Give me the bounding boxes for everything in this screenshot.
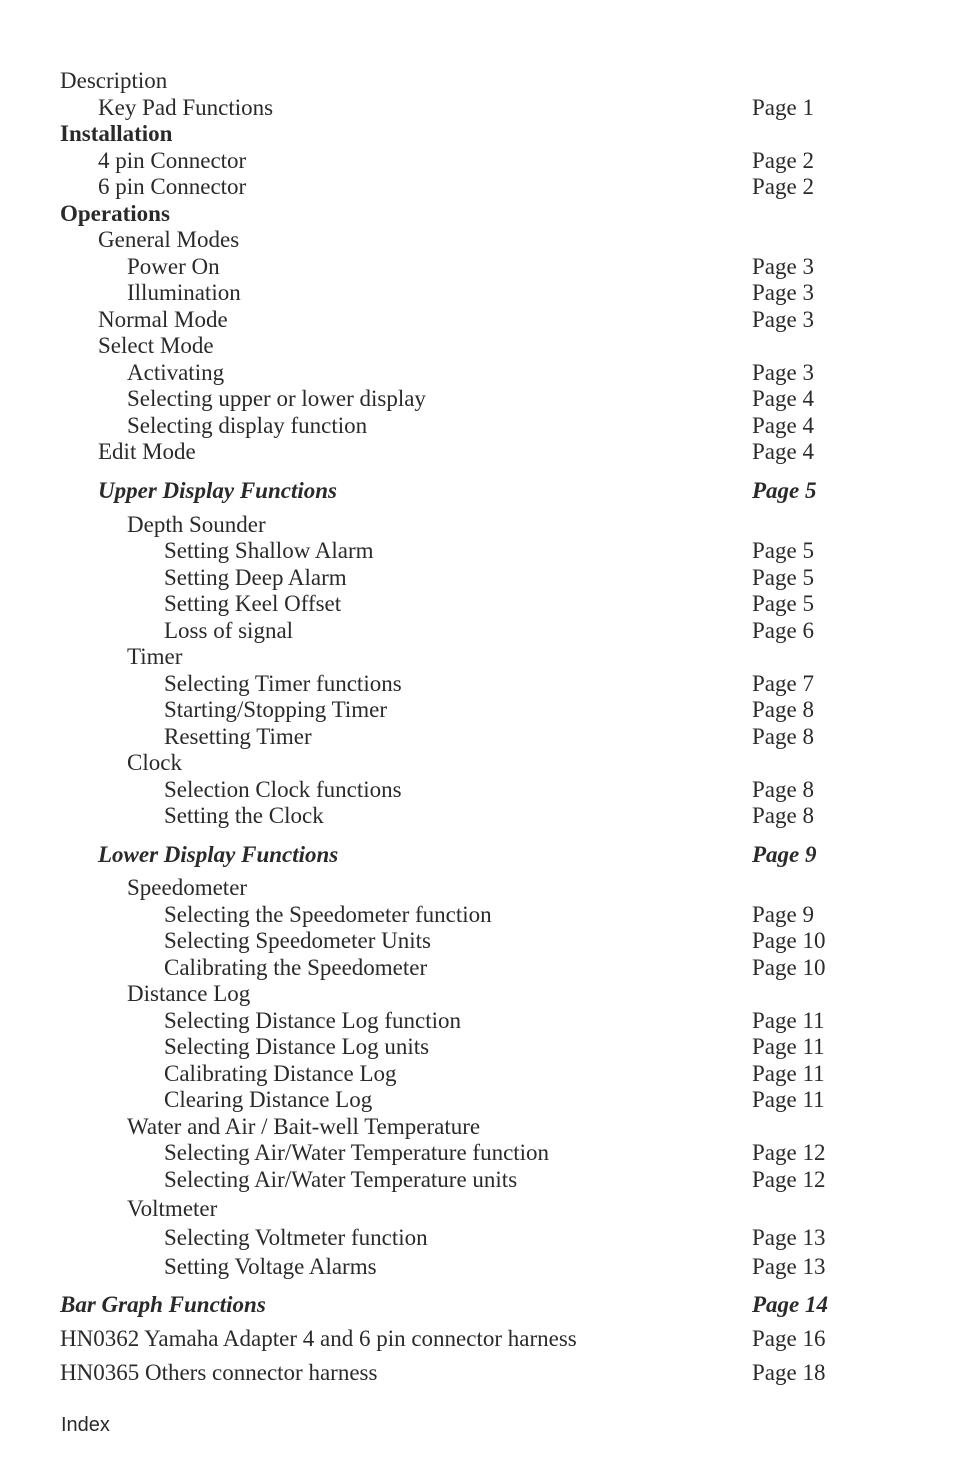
toc-page-number: Page 9 <box>752 902 814 927</box>
page-footer-index: Index <box>61 1414 110 1436</box>
toc-page-number: Page 3 <box>752 360 814 385</box>
toc-page-number: Page 12 <box>752 1140 826 1165</box>
toc-entry-selecting-distance-log-function <box>0 1008 954 1034</box>
toc-entry-label: Selection Clock functions <box>164 777 402 802</box>
toc-entry-label: Selecting Air/Water Temperature units <box>164 1167 518 1192</box>
toc-entry-speedometer <box>0 875 954 901</box>
toc-entry-4-pin-connector <box>0 148 954 174</box>
toc-entry-label: Illumination <box>127 280 241 305</box>
toc-page-number: Page 3 <box>752 254 814 279</box>
toc-entry-voltmeter <box>0 1196 954 1222</box>
toc-entry-label: Edit Mode <box>98 439 196 464</box>
toc-entry-power-on <box>0 254 954 280</box>
toc-page-number: Page 7 <box>752 671 814 696</box>
toc-section-label: Lower Display Functions <box>98 842 339 867</box>
toc-entry-loss-of-signal <box>0 618 954 644</box>
toc-entry-label: Setting Keel Offset <box>164 591 342 616</box>
toc-entry-setting-the-clock <box>0 803 954 829</box>
toc-entry-label: Voltmeter <box>127 1196 218 1221</box>
toc-entry-distance-log <box>0 981 954 1007</box>
toc-entry-clearing-distance-log <box>0 1087 954 1113</box>
toc-page-number: Page 5 <box>752 565 814 590</box>
toc-section-upper-display-functions <box>0 478 954 504</box>
toc-entry-depth-sounder <box>0 512 954 538</box>
toc-entry-6-pin-connector <box>0 174 954 200</box>
toc-entry-label: Description <box>60 68 168 93</box>
toc-section-lower-display-functions <box>0 842 954 868</box>
toc-entry-resetting-timer <box>0 724 954 750</box>
toc-entry-label: Calibrating the Speedometer <box>164 955 428 980</box>
toc-entry-label: Loss of signal <box>164 618 294 643</box>
toc-page-number: Page 10 <box>752 928 826 953</box>
toc-section-label: Upper Display Functions <box>98 478 337 503</box>
toc-page-number: Page 13 <box>752 1254 826 1279</box>
toc-entry-selecting-distance-log-units <box>0 1034 954 1060</box>
toc-page-number: Page 1 <box>752 95 814 120</box>
toc-page-number: Page 18 <box>752 1360 826 1385</box>
toc-page-number: Page 5 <box>752 538 814 563</box>
toc-page-number: Page 8 <box>752 697 814 722</box>
toc-entry-label: Selecting display function <box>127 413 368 438</box>
toc-entry-hn0362-harness <box>0 1326 954 1352</box>
toc-entry-label: General Modes <box>98 227 240 252</box>
toc-entry-label: Selecting Speedometer Units <box>164 928 431 953</box>
toc-page-number: Page 5 <box>752 591 814 616</box>
toc-entry-label: HN0362 Yamaha Adapter 4 and 6 pin connector harness <box>60 1326 577 1351</box>
toc-entry-selecting-air-water-temperature-units <box>0 1167 954 1193</box>
toc-entry-label: Setting the Clock <box>164 803 324 828</box>
toc-page-number: Page 4 <box>752 439 814 464</box>
toc-entry-label: Selecting Distance Log units <box>164 1034 430 1059</box>
toc-entry-clock <box>0 750 954 776</box>
toc-page-number: Page 11 <box>752 1061 825 1086</box>
toc-entry-label: Speedometer <box>127 875 248 900</box>
toc-entry-label: Normal Mode <box>98 307 228 332</box>
toc-entry-hn0365-harness <box>0 1360 954 1386</box>
toc-page-number: Page 9 <box>752 842 817 867</box>
toc-entry-label: Selecting Air/Water Temperature function <box>164 1140 550 1165</box>
toc-entry-description <box>0 68 954 94</box>
toc-entry-label: 4 pin Connector <box>98 148 247 173</box>
toc-entry-label: Power On <box>127 254 220 279</box>
toc-page-number: Page 13 <box>752 1225 826 1250</box>
toc-entry-select-mode <box>0 333 954 359</box>
toc-entry-timer <box>0 644 954 670</box>
toc-entry-water-and-air-bait-well-temperature <box>0 1114 954 1140</box>
toc-page-number: Page 10 <box>752 955 826 980</box>
toc-page-number: Page 2 <box>752 148 814 173</box>
toc-entry-setting-shallow-alarm <box>0 538 954 564</box>
toc-page-number: Page 16 <box>752 1326 826 1351</box>
toc-entry-label: Selecting Voltmeter function <box>164 1225 428 1250</box>
toc-page-number: Page 11 <box>752 1087 825 1112</box>
toc-entry-illumination <box>0 280 954 306</box>
toc-entry-label: Depth Sounder <box>127 512 266 537</box>
toc-entry-label: Setting Voltage Alarms <box>164 1254 377 1279</box>
toc-page-number: Page 3 <box>752 307 814 332</box>
toc-entry-selecting-timer-functions <box>0 671 954 697</box>
toc-entry-calibrating-distance-log <box>0 1061 954 1087</box>
toc-entry-label: Select Mode <box>98 333 214 358</box>
toc-heading-installation <box>0 121 954 147</box>
toc-entry-activating <box>0 360 954 386</box>
toc-entry-selecting-display-function <box>0 413 954 439</box>
toc-entry-label: HN0365 Others connector harness <box>60 1360 378 1385</box>
toc-page-number: Page 2 <box>752 174 814 199</box>
toc-entry-label: Clearing Distance Log <box>164 1087 373 1112</box>
toc-entry-label: Activating <box>127 360 225 385</box>
toc-entry-selecting-voltmeter-function <box>0 1225 954 1251</box>
toc-entry-selecting-upper-or-lower-display <box>0 386 954 412</box>
toc-entry-label: Distance Log <box>127 981 251 1006</box>
toc-entry-label: Timer <box>127 644 183 669</box>
toc-entry-label: Setting Deep Alarm <box>164 565 347 590</box>
toc-entry-label: Clock <box>127 750 182 775</box>
toc-entry-edit-mode <box>0 439 954 465</box>
toc-entry-setting-deep-alarm <box>0 565 954 591</box>
toc-entry-setting-keel-offset <box>0 591 954 617</box>
toc-entry-label: 6 pin Connector <box>98 174 247 199</box>
toc-page-number: Page 14 <box>752 1292 829 1317</box>
toc-entry-label: Setting Shallow Alarm <box>164 538 374 563</box>
toc-heading-label: Installation <box>60 121 173 146</box>
toc-entry-normal-mode <box>0 307 954 333</box>
toc-entry-label: Selecting the Speedometer function <box>164 902 492 927</box>
toc-page-number: Page 3 <box>752 280 814 305</box>
toc-page-number: Page 11 <box>752 1008 825 1033</box>
toc-page-number: Page 12 <box>752 1167 826 1192</box>
toc-entry-setting-voltage-alarms <box>0 1254 954 1280</box>
toc-entry-selecting-the-speedometer-function <box>0 902 954 928</box>
toc-entry-selecting-air-water-temperature-function <box>0 1140 954 1166</box>
toc-page-number: Page 8 <box>752 777 814 802</box>
toc-page-number: Page 6 <box>752 618 814 643</box>
toc-entry-selection-clock-functions <box>0 777 954 803</box>
toc-entry-label: Selecting Distance Log function <box>164 1008 462 1033</box>
toc-section-bar-graph-functions <box>0 1292 954 1318</box>
toc-entry-starting-stopping-timer <box>0 697 954 723</box>
toc-entry-label: Calibrating Distance Log <box>164 1061 397 1086</box>
toc-entry-label: Selecting upper or lower display <box>127 386 426 411</box>
toc-entry-label: Key Pad Functions <box>98 95 274 120</box>
toc-entry-selecting-speedometer-units <box>0 928 954 954</box>
toc-entry-label: Water and Air / Bait-well Temperature <box>127 1114 481 1139</box>
toc-page-number: Page 8 <box>752 803 814 828</box>
toc-entry-general-modes <box>0 227 954 253</box>
toc-page-number: Page 11 <box>752 1034 825 1059</box>
toc-page-number: Page 4 <box>752 386 814 411</box>
toc-page-number: Page 8 <box>752 724 814 749</box>
toc-page-number: Page 5 <box>752 478 817 503</box>
toc-heading-operations <box>0 201 954 227</box>
toc-entry-label: Starting/Stopping Timer <box>164 697 388 722</box>
toc-entry-key-pad-functions <box>0 95 954 121</box>
toc-entry-label: Resetting Timer <box>164 724 312 749</box>
toc-heading-label: Operations <box>60 201 170 226</box>
toc-page-number: Page 4 <box>752 413 814 438</box>
toc-entry-calibrating-the-speedometer <box>0 955 954 981</box>
toc-entry-label: Selecting Timer functions <box>164 671 402 696</box>
toc-section-label: Bar Graph Functions <box>60 1292 266 1317</box>
